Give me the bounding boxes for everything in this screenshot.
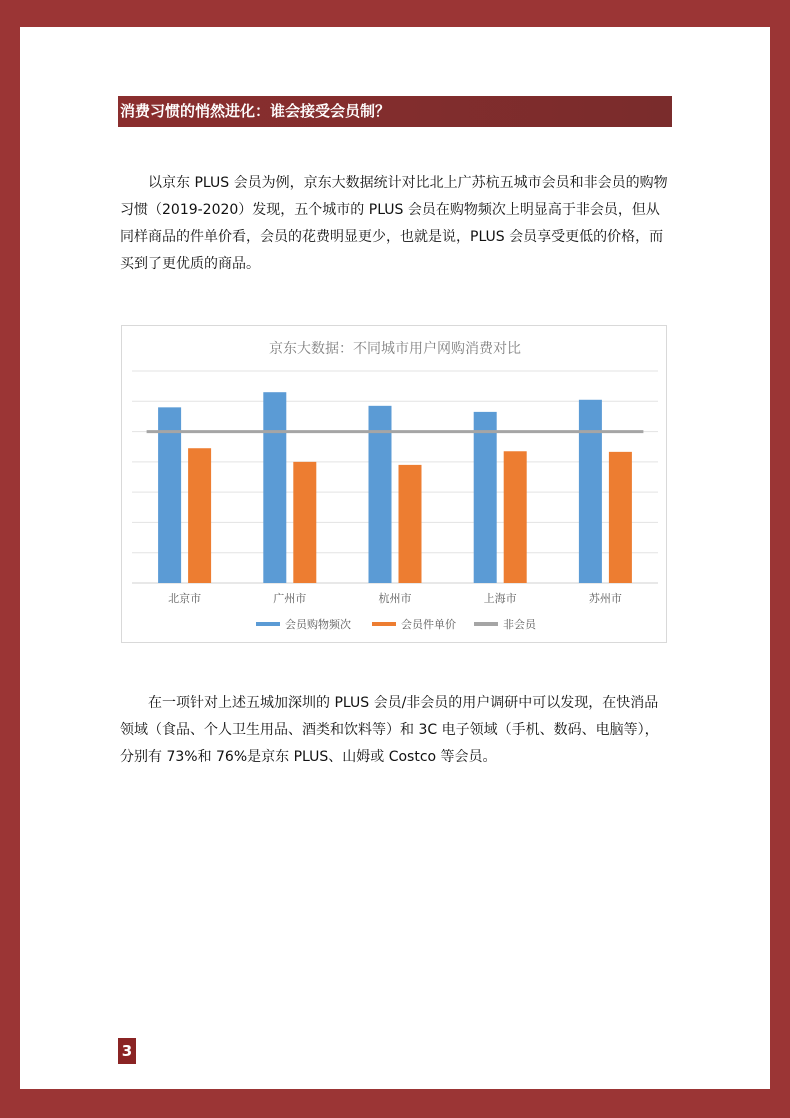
section-title: 消费习惯的悄然进化：谁会接受会员制？ bbox=[118, 96, 672, 127]
legend-swatch bbox=[474, 622, 498, 626]
bar-member-frequency bbox=[158, 407, 181, 583]
legend-label: 非会员 bbox=[503, 619, 536, 631]
bar-member-unit-price bbox=[399, 465, 422, 583]
bar-member-frequency bbox=[474, 412, 497, 583]
bar-member-unit-price bbox=[188, 448, 211, 583]
bar-member-unit-price bbox=[609, 452, 632, 583]
paragraph-intro: 以京东 PLUS 会员为例，京东大数据统计对比北上广苏杭五城市会员和非会员的购物习惯（2019-2020）发现，五个城市的 PLUS 会员在购物频次上明显高于非会员，但从同样商品的件单价看，会员的花费明显更少，也就是说，PLUS 会员享受更低的价格，而买到了更优质的商品。 bbox=[120, 175, 668, 272]
bar-member-unit-price bbox=[504, 451, 527, 583]
bars bbox=[158, 392, 632, 583]
page bbox=[20, 27, 770, 1089]
legend-label: 会员购物频次 bbox=[285, 619, 351, 631]
bar-member-unit-price bbox=[293, 462, 316, 583]
bar-member-frequency bbox=[579, 400, 602, 583]
x-tick-label: 广州市 bbox=[273, 593, 307, 605]
x-tick-label: 杭州市 bbox=[378, 593, 412, 605]
legend bbox=[256, 617, 537, 631]
legend-label: 会员件单价 bbox=[401, 619, 456, 631]
bar-member-frequency bbox=[263, 392, 286, 583]
paragraph-survey: 在一项针对上述五城加深圳的 PLUS 会员/非会员的用户调研中可以发现，在快消品领域（食品、个人卫生用品、酒类和饮料等）和 3C 电子领域（手机、数码、电脑等），分别有 73%和 76%是京东 PLUS、山姆或 Costco 等会员。 bbox=[120, 695, 659, 765]
bar-chart bbox=[122, 326, 668, 644]
legend-swatch bbox=[256, 622, 280, 626]
x-tick-label: 苏州市 bbox=[588, 593, 622, 605]
chart-title: 京东大数据：不同城市用户网购消费对比 bbox=[269, 340, 521, 356]
x-tick-label: 北京市 bbox=[168, 593, 202, 605]
chart-container bbox=[121, 325, 667, 643]
x-tick-label: 上海市 bbox=[483, 593, 517, 605]
x-axis-labels bbox=[168, 591, 622, 605]
legend-swatch bbox=[372, 622, 396, 626]
page-number: 3 bbox=[118, 1038, 136, 1064]
